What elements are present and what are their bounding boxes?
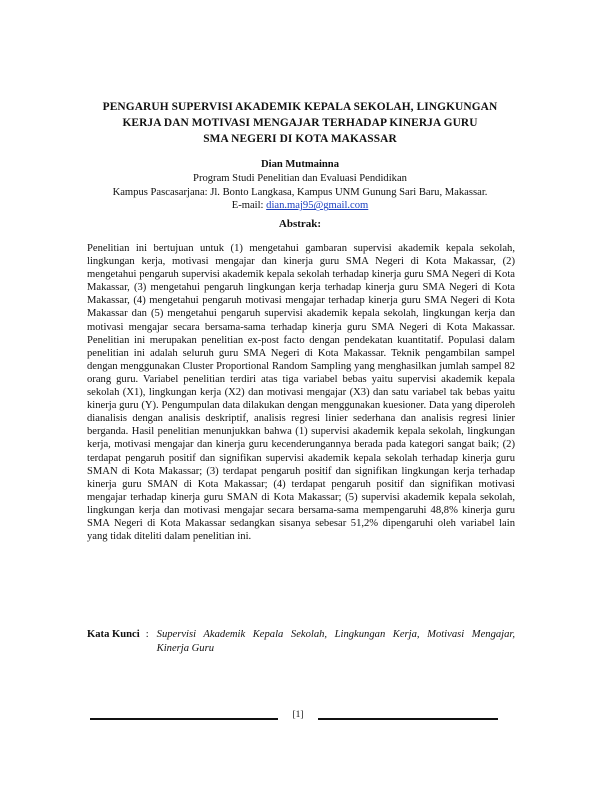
footer-rule-left bbox=[90, 718, 278, 720]
title-line-1: PENGARUH SUPERVISI AKADEMIK KEPALA SEKOLAH, LINGKUNGAN bbox=[102, 101, 498, 113]
keywords-section bbox=[87, 628, 515, 655]
author-campus: Kampus Pascasarjana: Jl. Bonto Langkasa, Kampus UNM Gunung Sari Baru, Makassar. bbox=[112, 186, 488, 198]
email-label: E-mail: bbox=[231, 200, 267, 212]
email-link[interactable]: dian.maj95@gmail.com bbox=[266, 200, 369, 212]
paper-title bbox=[80, 99, 520, 147]
page-number: [1] bbox=[292, 710, 304, 720]
author-email-line bbox=[60, 199, 540, 213]
abstract-heading: Abstrak: bbox=[278, 218, 322, 230]
keywords-separator: : bbox=[145, 629, 149, 640]
footer-rule-right bbox=[318, 718, 498, 720]
title-line-2: KERJA DAN MOTIVASI MENGAJAR TERHADAP KINERJA GURU bbox=[122, 117, 478, 129]
title-line-3: SMA NEGERI DI KOTA MAKASSAR bbox=[203, 133, 397, 145]
abstract-body: Penelitian ini bertujuan untuk (1) mengetahui gambaran supervisi akademik kepala sekolah, lingkungan kerja, motivasi mengajar dan kinerja guru SMA Negeri di Kota Makassar, (2) mengetahui pengaruh supervisi akademik kepala sekolah terhadap kinerja guru SMA Negeri di Kota Makassar, (3) mengetahui pengaruh lingkungan kerja terhadap kinerja guru SMA Negeri di Kota Makassar, (4) mengetahui pengaruh motivasi mengajar terhadap kinerja guru SMA Negeri di Kota Makassar dan (5) mengetahui pengaruh supervisi akademik kepala sekolah, lingkungan kerja dan motivasi mengajar secara bersama-sama terhadap kinerja guru SMA Negeri di Kota Makassar. Penelitian ini merupakan penelitian ex-post facto dengan pendekatan kuantitatif. Populasi dalam penelitian ini adalah seluruh guru SMA Negeri di Kota Makassar. Teknik pengambilan sampel dengan menggunakan Cluster Proportional Random Sampling yang menghasilkan jumlah sampel 82 orang guru. Variabel penelitian terdiri atas tiga variabel bebas yaitu supervisi akademik kepala sekolah (X1), lingkungan kerja (X2) dan motivasi mengajar (X3) dan satu variabel tak bebas yaitu kinerja guru (Y). Pengumpulan data dilakukan dengan menggunakan kuesioner. Data yang diperoleh dianalisis dengan analisis deskriptif, analisis regresi linier sederhana dan analisis regresi linier berganda. Hasil penelitian menunjukkan bahwa (1) supervisi akademik kepala sekolah, lingkungan kerja, motivasi mengajar dan kinerja guru kecenderungannya berada pada kategori sangat baik; (2) terdapat pengaruh positif dan signifikan supervisi akademik kepala sekolah terhadap kinerja guru SMAN di Kota Makassar; (3) terdapat pengaruh positif dan signifikan lingkungan kerja terhadap kinerja guru SMAN di Kota Makassar; (4) terdapat pengaruh positif dan signifikan motivasi mengajar terhadap kinerja guru SMAN di Kota Makassar; (5) supervisi akademik kepala sekolah, lingkungan kerja dan motivasi mengajar secara bersama-sama mempengaruhi 48,8% kinerja guru SMA Negeri di Kota Makassar sedangkan sisanya sebesar 51,2% dipengaruhi oleh variabel lain yang tidak diteliti dalam penelitian ini. bbox=[87, 243, 515, 543]
author-name: Dian Mutmainna bbox=[261, 159, 339, 170]
author-block bbox=[60, 158, 540, 213]
author-program: Program Studi Penelitian dan Evaluasi Pendidikan bbox=[193, 172, 407, 184]
keywords-label: Kata Kunci bbox=[87, 629, 140, 640]
keywords-text: Supervisi Akademik Kepala Sekolah, Lingkungan Kerja, Motivasi Mengajar, Kinerja Guru bbox=[156, 629, 515, 654]
